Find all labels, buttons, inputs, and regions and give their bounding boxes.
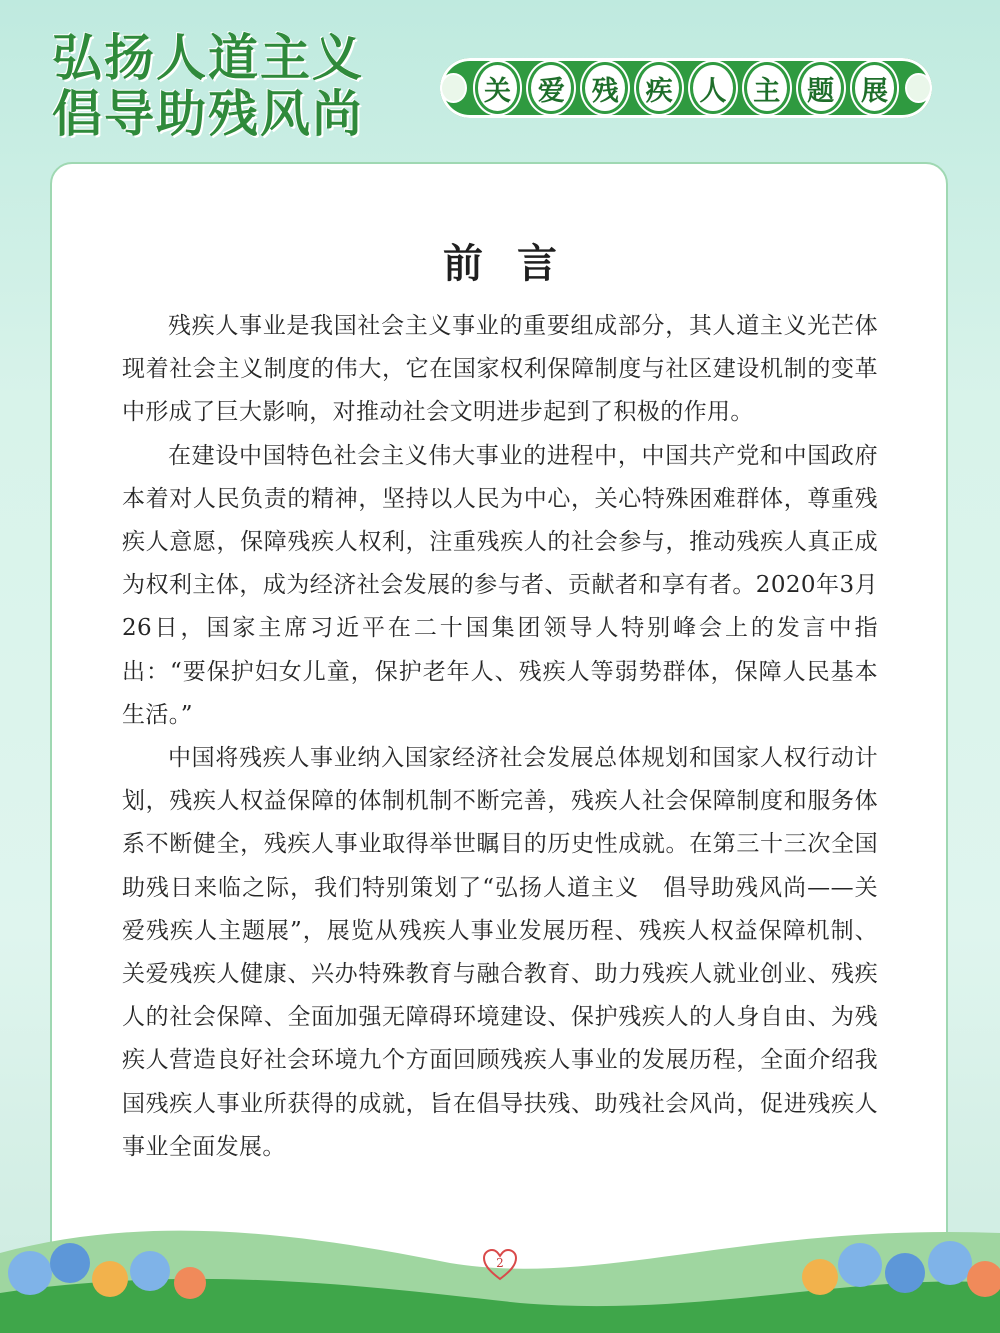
theme-char: 爱 <box>528 62 574 114</box>
preface-title: 前言 <box>443 241 591 287</box>
paragraph: 残疾人事业是我国社会主义事业的重要组成部分，其人道主义光芒体现着社会主义制度的伟大，它在国家权利保障制度与社区建设机制的变革中形成了巨大影响，对推动社会文明进步起到了积极的作用。 <box>122 313 878 426</box>
theme-char: 展 <box>852 62 898 114</box>
page-number <box>482 1248 518 1282</box>
main-title-line-1: 弘扬人道主义 <box>52 29 364 87</box>
theme-char: 关 <box>475 62 521 114</box>
main-title <box>52 30 364 142</box>
theme-char: 疾 <box>636 62 682 114</box>
main-title-line-2: 倡导助残风尚 <box>52 85 364 143</box>
preface-body <box>122 305 878 1169</box>
banner-right-cap <box>905 73 932 103</box>
paragraph: 中国将残疾人事业纳入国家经济社会发展总体规划和国家人权行动计划，残疾人权益保障的体制机制不断完善，残疾人社会保障制度和服务体系不断健全，残疾人事业取得举世瞩目的历史性成就。在第三十三次全国助残日来临之际，我们特别策划了“弘扬人道主义 倡导助残风尚——关爱残疾人主题展”，展览从残疾人事业发展历程、残疾人权益保障机制、关爱残疾人健康、兴办特殊教育与融合教育、助力残疾人就业创业、残疾人的社会保障、全面加强无障碍环境建设、保护残疾人的人身自由、为残疾人营造良好社会环境九个方面回顾残疾人事业的发展历程，全面介绍我国残疾人事业所获得的成就，旨在倡导扶残、助残社会风尚，促进残疾人事业全面发展。 <box>122 745 878 1160</box>
paragraph: 在建设中国特色社会主义伟大事业的进程中，中国共产党和中国政府本着对人民负责的精神，坚持以人民为中心，关心特殊困难群体，尊重残疾人意愿，保障残疾人权利，注重残疾人的社会参与，推动残疾人真正成为权利主体，成为经济社会发展的参与者、贡献者和享有者。2020年3月26日，国家主席习近平在二十国集团领导人特别峰会上的发言中指出：“要保护妇女儿童，保护老年人、残疾人等弱势群体，保障人民基本生活。” <box>122 442 878 728</box>
theme-char: 题 <box>798 62 844 114</box>
banner-left-cap <box>440 73 467 103</box>
theme-banner <box>440 58 932 118</box>
theme-char: 人 <box>690 62 736 114</box>
page-number-label: 2 <box>496 1256 504 1270</box>
theme-char: 主 <box>744 62 790 114</box>
theme-char: 残 <box>582 62 628 114</box>
